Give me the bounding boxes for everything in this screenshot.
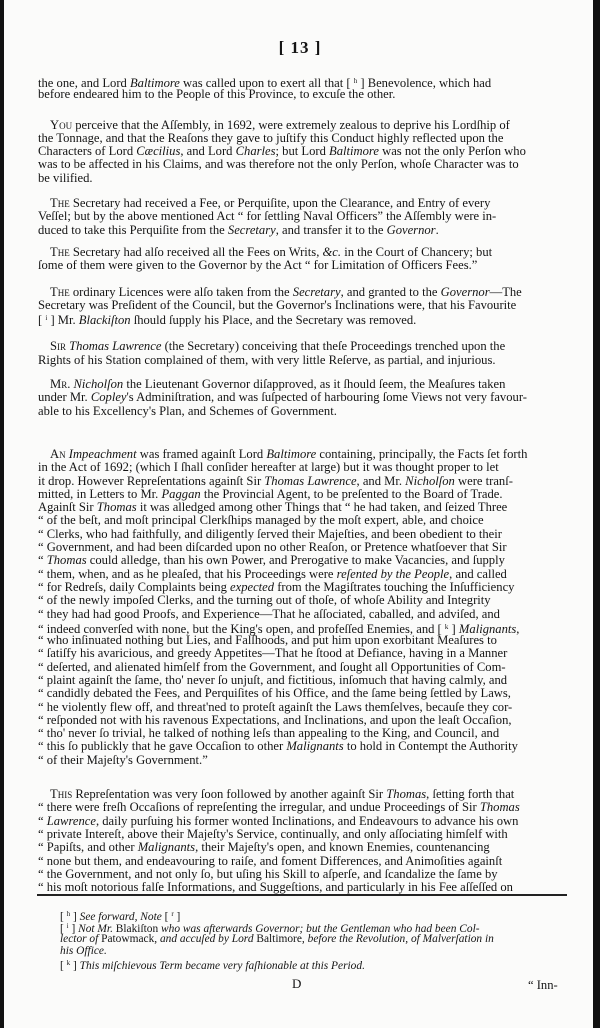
text: “ they had had good Proofs, and Experience—That he aſſociated, caballed, and adviſed, and: [38, 606, 500, 621]
text-line: [60, 908, 566, 923]
text-line: [38, 475, 566, 488]
text: from the Magiſtrates touching the Inſufficiency: [274, 579, 515, 594]
scan-edge-left: [0, 0, 4, 1028]
text: ]: [70, 911, 80, 923]
text: “ of the beſt, and moſt principal Clerkſhips managed by the moſt expert, able, and choice: [38, 513, 484, 528]
text-line: [38, 727, 566, 740]
text: could alledge, than his own Power, and Prerogative to make Vacancies, and ſupply: [86, 553, 505, 568]
text-line: [60, 920, 566, 936]
italic-text: Thomas Lawrence: [264, 473, 357, 488]
text: , and called: [449, 566, 507, 581]
text: the one, and Lord: [38, 76, 130, 90]
text: “ private Intereſt, above their Majeſty's Service, continually, and only aſſociating himſelf with: [38, 826, 508, 841]
footnote-rule: [37, 894, 567, 896]
text: “ none but them, and endeavouring to raiſe, and foment Differences, and Animoſities againſt: [38, 853, 503, 868]
footnotes: [60, 908, 566, 973]
body-text: [38, 75, 566, 894]
text-line: [38, 461, 566, 474]
text: “ plaint againſt the ſame, tho' never ſo unjuſt, and fictitious, inſomuch that having calmly, and: [38, 672, 508, 687]
text: was not the only Perſon who: [378, 144, 526, 159]
text: the Tonnage, and that the Reaſons they gave to juſtify this Conduct highly reflected upon the: [38, 130, 504, 145]
text: the Lieutenant Governor diſapproved, as it ſhould ſeem, the Meaſures taken: [123, 377, 506, 392]
italic-text: This miſchievous Term became very faſhionable at this Period.: [79, 960, 365, 973]
italic-text: Thomas: [96, 500, 137, 515]
italic-text: reſented by the People: [336, 566, 450, 581]
text-line: [38, 714, 566, 727]
text-line: [38, 608, 566, 621]
text: Patowmack: [101, 932, 155, 945]
text: Repreſentation was very ſoon followed by another againſt Sir: [72, 787, 387, 802]
italic-text: Nicholſon: [405, 473, 455, 488]
paragraph: [38, 340, 566, 367]
text: , and granted to the: [340, 284, 441, 299]
italic-text: Not Mr.: [78, 923, 116, 936]
text-line: [38, 224, 566, 237]
footnote: [60, 957, 566, 973]
footnote-marker: k: [66, 959, 71, 968]
text: Baltimore: [256, 932, 302, 945]
text: [: [60, 911, 67, 923]
text: “ his moſt notorious falſe Informations, and Suggeſtions, and particularly in his Fee aſſeſſed on: [38, 880, 513, 895]
text: “: [38, 553, 47, 568]
text-line: [60, 957, 566, 973]
paragraph: [38, 246, 566, 273]
small-caps-text: Sir: [50, 339, 67, 354]
italic-text: Blackiſton: [78, 313, 131, 328]
text-line: [38, 299, 566, 312]
signature-mark: D: [292, 976, 302, 991]
footnote-marker: h: [353, 77, 358, 85]
italic-text: Cæcilius: [136, 144, 181, 159]
text: “ deſerted, and alienated himſelf from the Government, and ſought all Opportunities of Com-: [38, 659, 506, 674]
text: “ reſponded not with his ravenous Expectations, and Inclinations, and upon the leaſt Occaſion,: [38, 712, 512, 727]
text-line: [38, 674, 566, 687]
text-line: [38, 828, 566, 841]
footnote-marker: h: [66, 910, 71, 918]
text: in the Court of Chancery; but: [341, 244, 493, 259]
text: 's Adminiſtration, and was ſuſpected of harbouring ſome Views not very favour-: [126, 390, 527, 405]
text: (the Secretary) conceiving that theſe Proceedings trenched upon the: [161, 339, 506, 354]
text-line: [38, 881, 566, 894]
text-line: [38, 815, 566, 828]
text: Rights of his Station complained of them, with very little Reſerve, as partial, and injurious.: [38, 352, 496, 367]
paragraph: [38, 378, 566, 418]
text-line: [38, 788, 566, 801]
text: duced to take this Perquiſite from the: [38, 222, 228, 237]
text-line: [38, 647, 566, 660]
text-line: [38, 868, 566, 881]
italic-text: Charles: [235, 144, 276, 159]
text: , and Lord: [180, 144, 236, 159]
text-line: [38, 514, 566, 527]
small-caps-text: This: [50, 787, 73, 802]
italic-text: lector of: [60, 932, 102, 945]
italic-text: Governor: [386, 222, 436, 237]
paragraph: [38, 119, 566, 185]
text: [: [60, 960, 67, 973]
italic-text: Impeachment: [68, 446, 137, 461]
text-line: [38, 594, 566, 607]
text: Secretary was Preſident of the Council, but the Governor's Inclinations were, that his Favourite: [38, 297, 517, 312]
text: ] Benevolence, which had: [357, 76, 492, 90]
text: “ there were freſh Occaſions of repreſenting the irregular, and undue Proceedings of Sir: [38, 800, 480, 815]
text-line: [38, 855, 566, 868]
text-line: [38, 88, 566, 101]
text-line: [38, 740, 566, 753]
text-line: [38, 448, 566, 461]
italic-text: Paggan: [161, 486, 201, 501]
footnote-marker: r: [171, 910, 174, 918]
footnote-marker: k: [444, 622, 449, 631]
text: “ of the newly impoſed Clerks, and the turning out of thoſe, of whoſe Ability and Integrity: [38, 593, 491, 608]
text: ,: [516, 621, 520, 636]
text-line: [38, 541, 566, 554]
text-line: [38, 634, 566, 647]
italic-text: Copley: [90, 390, 127, 405]
text: ]: [68, 923, 79, 936]
paragraph: [38, 788, 566, 894]
text: Secretary had received a Fee, or Perquiſite, upon the Clearance, and Entry of every: [69, 196, 491, 211]
text-line: [38, 801, 566, 814]
text: was called upon to exert all that [: [179, 76, 354, 90]
italic-text: Malignants: [286, 739, 344, 754]
text: [: [38, 313, 46, 328]
text: “ candidly debated the Fees, and Perquiſites of his Office, and the ſame being ſettled by Laws,: [38, 686, 511, 701]
paragraph: [38, 197, 566, 237]
italic-text: Baltimore: [329, 144, 379, 159]
text: be vilified.: [38, 170, 93, 185]
text: [: [161, 911, 172, 923]
text: Veſſel; but by the above mentioned Act “ for ſettling Naval Officers” the Aſſembly were in-: [38, 209, 497, 224]
text-line: [38, 621, 566, 634]
text: was framed againſt Lord: [136, 446, 267, 461]
text: .: [435, 222, 439, 237]
italic-text: Nicholſon: [73, 377, 124, 392]
text-line: [38, 554, 566, 567]
text: , and transfer it to the: [275, 222, 387, 237]
footnote-marker: i: [45, 314, 48, 323]
text: , their Majeſty's open, and known Enemies, countenancing: [195, 840, 490, 855]
small-caps-text: Mr.: [50, 377, 71, 392]
text-line: [38, 259, 566, 272]
small-caps-text: The: [50, 284, 70, 299]
text: ; but Lord: [275, 144, 330, 159]
text: “ the Government, and not only ſo, but uſing his Skill to aſperſe, and ſcandalize the ſame by: [38, 866, 498, 881]
text-line: [38, 501, 566, 514]
italic-text: , and accuſed by Lord: [154, 932, 257, 945]
italic-text: Malignants: [137, 840, 196, 855]
text-line: [38, 119, 566, 132]
text: mitted, in Letters to Mr.: [38, 486, 162, 501]
text: Blakiſton: [115, 923, 159, 936]
text: [: [60, 923, 67, 936]
text: , ſetting forth that: [426, 787, 515, 802]
italic-text: Thomas: [46, 553, 87, 568]
text: “ who inſinuated nothing but Lies, and Falſhoods, and put him upon exorbitant Meaſures to: [38, 633, 497, 648]
text: —The: [489, 284, 522, 299]
text-line: [38, 172, 566, 185]
italic-text: See forward, Note: [79, 911, 162, 923]
text-line: [38, 378, 566, 391]
text-line: [38, 687, 566, 700]
text: “ ſatiſfy his avaricious, and greedy Appetites—That he ſtood at Defiance, having in a Manner: [38, 646, 508, 661]
text: under Mr.: [38, 390, 91, 405]
italic-text: &c.: [322, 244, 342, 259]
italic-text: , before the Revolution, of Malverſation in: [301, 932, 494, 945]
text: ordinary Licences were alſo taken from the: [69, 284, 293, 299]
text: “ he violently flew off, and threat'ned to proteſt againſt the Laws themſelves, becauſe they cor-: [38, 699, 513, 714]
text: “: [38, 813, 47, 828]
text: “ indeed converſed with none, but the King's open, and profeſſed Enemies, and [: [38, 621, 445, 636]
text: “ them, when, and as he pleaſed, that his Proceedings were: [38, 566, 337, 581]
text-line: [38, 246, 566, 259]
italic-text: Thomas: [386, 787, 427, 802]
text: “ Government, and had been diſcarded upon no other Reaſon, or Pretence whatſoever that Sir: [38, 540, 507, 555]
text: ]: [173, 911, 181, 923]
text-line: [38, 488, 566, 501]
small-caps-text: You: [50, 117, 73, 132]
text: ] Mr.: [47, 313, 79, 328]
italic-text: Lawrence: [46, 813, 96, 828]
text-line: [38, 391, 566, 404]
catchword: “ Inn-: [528, 978, 558, 992]
text-line: [38, 312, 566, 328]
italic-text: Secretary: [227, 222, 276, 237]
text: Characters of Lord: [38, 144, 137, 159]
italic-text: Baltimore: [129, 76, 180, 90]
text-line: [38, 528, 566, 541]
text: ſhould ſupply his Place, and the Secretary was removed.: [130, 313, 417, 328]
text-line: [38, 145, 566, 158]
footnote: [60, 908, 566, 923]
footnote-marker: i: [66, 922, 69, 931]
paragraph: [38, 286, 566, 326]
italic-text: Governor: [440, 284, 490, 299]
italic-text: Malignants: [458, 621, 517, 636]
text: before endeared him to the People of this Province, to excuſe the other.: [38, 87, 396, 102]
italic-text: his Office.: [60, 944, 107, 957]
scan-edge-right: [593, 0, 600, 1028]
text: Againſt Sir: [38, 500, 97, 515]
small-caps-text: An: [50, 446, 66, 461]
text-line: [60, 945, 566, 957]
text: was to be affected in his Claims, and was therefore not the only Perſon, whoſe Character was to: [38, 157, 519, 172]
text-line: [38, 841, 566, 854]
text: ]: [70, 960, 80, 973]
page-number: [ 13 ]: [278, 38, 322, 57]
text-line: [38, 568, 566, 581]
text: , and Mr.: [356, 473, 406, 488]
text-line: [38, 701, 566, 714]
text: Secretary had alſo received all the Fees on Writs,: [69, 244, 323, 259]
text-line: [38, 661, 566, 674]
text: able to his Excellency's Plan, and Schemes of Government.: [38, 403, 337, 418]
italic-text: expected: [230, 579, 275, 594]
text: “ this ſo publickly that he gave Occaſion to other: [38, 739, 287, 754]
text: perceive that the Aſſembly, in 1692, were extremely zealous to deprive his Lordſhip of: [72, 117, 510, 132]
small-caps-text: The: [50, 244, 70, 259]
text: ſome of them were given to the Governor by the Act “ for Limitation of Officers Fees.”: [38, 258, 478, 273]
footnote: [60, 920, 566, 957]
text-line: [38, 754, 566, 767]
italic-text: who was afterwards Governor; but the Gentleman who had been Col-: [158, 923, 480, 936]
text: “ for Redreſs, daily Complaints being: [38, 579, 231, 594]
small-caps-text: The: [50, 196, 70, 211]
text: “ Clerks, who had faithfully, and diligently ſerved their Majeſties, and been obedient to their: [38, 526, 502, 541]
text-line: [38, 197, 566, 210]
text-line: [38, 581, 566, 594]
text-line: [60, 933, 566, 945]
text: , daily purſuing his former wonted Inclinations, and Endeavours to advance his own: [95, 813, 519, 828]
text: ]: [448, 621, 459, 636]
text: to hold in Contempt the Authority: [343, 739, 518, 754]
text: “ tho' never ſo trivial, he talked of nothing leſs than appealing to the King, and Council, and: [38, 726, 500, 741]
text-line: [38, 405, 566, 418]
text: the Provincial Agent, to be preſented to the Board of Trade.: [200, 486, 503, 501]
text: were tranſ-: [454, 473, 513, 488]
text-line: [38, 210, 566, 223]
italic-text: Secretary: [292, 284, 341, 299]
italic-text: Thomas Lawrence: [69, 339, 162, 354]
text-line: [38, 158, 566, 171]
text-line: [38, 286, 566, 299]
paragraph: [38, 448, 566, 767]
italic-text: Baltimore: [266, 446, 317, 461]
text: in the Act of 1692; (which I ſhall conſider hereafter at large) but it was thought proper to let: [38, 460, 499, 475]
text: containing, principally, the Facts ſet forth: [316, 446, 528, 461]
text: “ Papiſts, and other: [38, 840, 138, 855]
text-line: [38, 340, 566, 353]
paragraph: [38, 75, 566, 102]
text: “ of their Majeſty's Government.”: [38, 752, 208, 767]
text-line: [38, 132, 566, 145]
text-line: [38, 75, 566, 88]
italic-text: Thomas: [479, 800, 520, 815]
text: it was alledged among other Things that “ he had taken, and ſeized Three: [136, 500, 508, 515]
text-line: [38, 354, 566, 367]
text: it drop. However Repreſentations againſt Sir: [38, 473, 265, 488]
